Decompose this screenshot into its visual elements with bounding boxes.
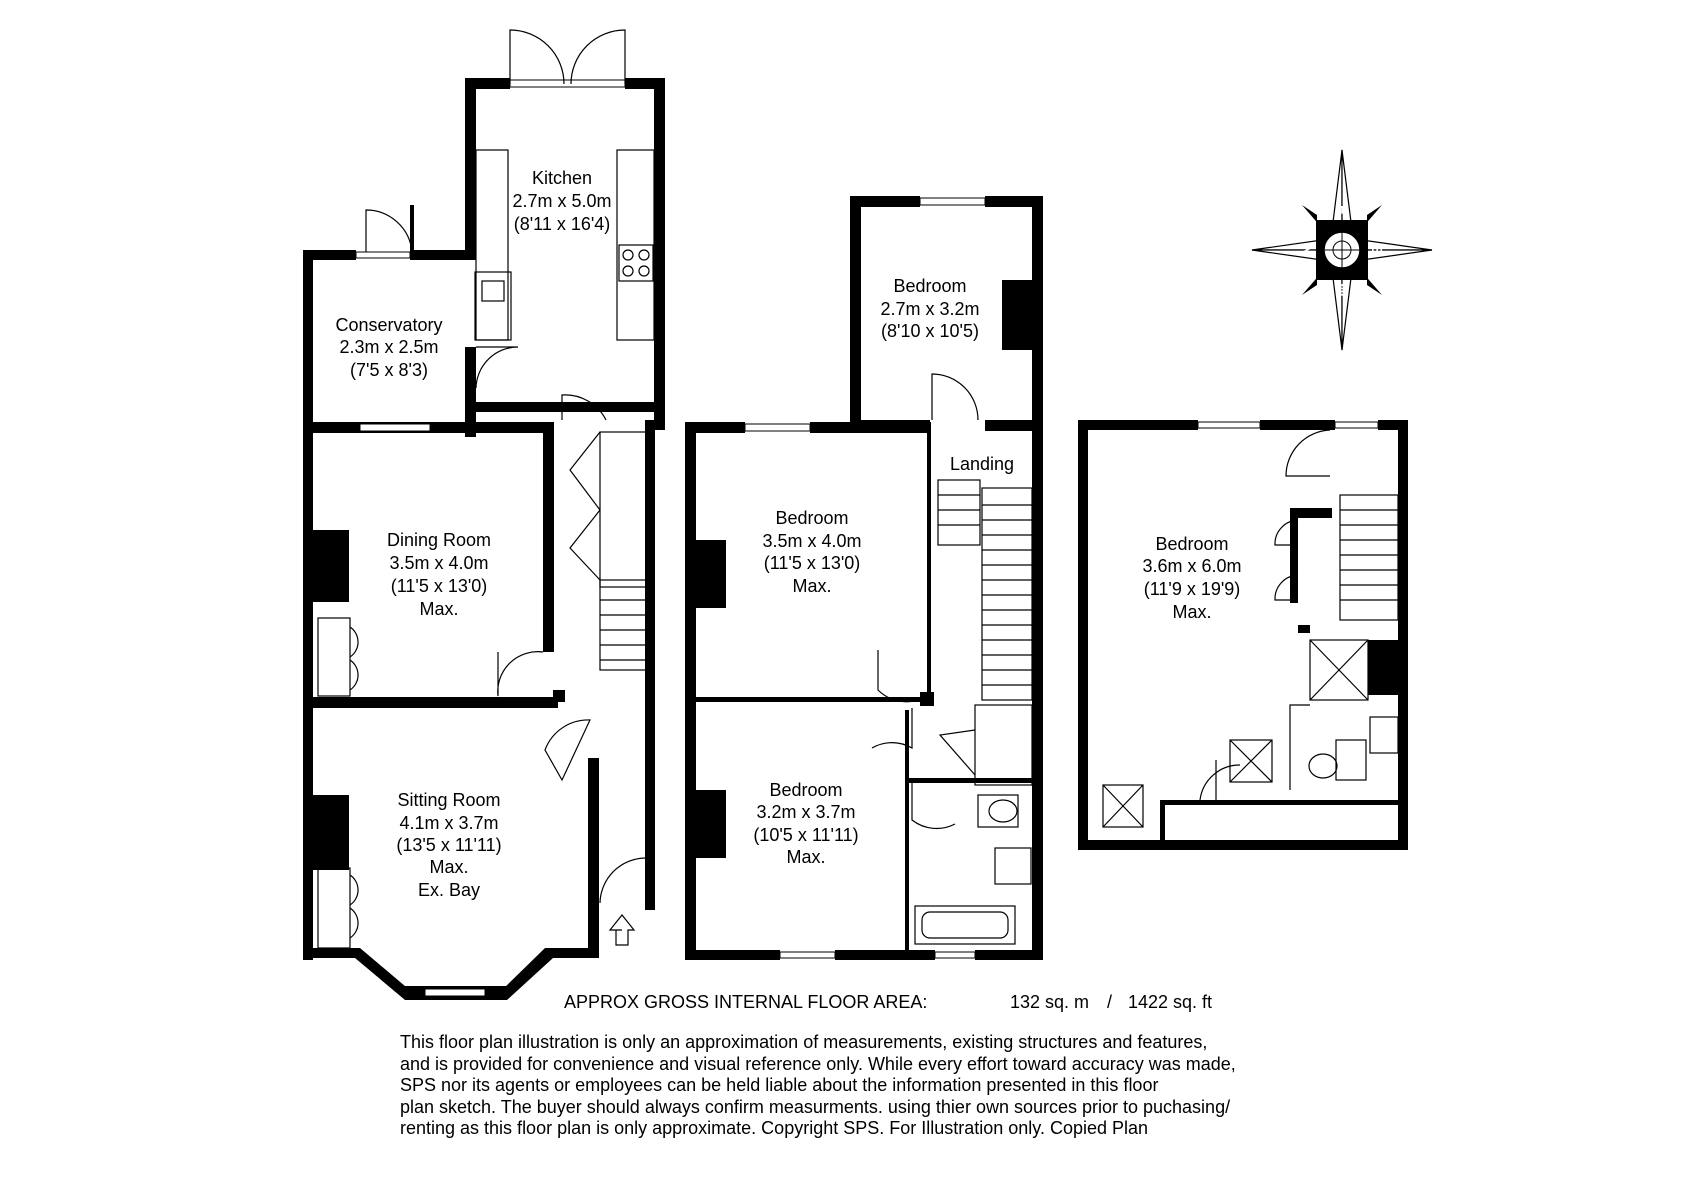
bedroom-lower-chimney — [696, 790, 726, 858]
floor-area-metric: 132 sq. m — [1010, 992, 1090, 1012]
bedroom-lower-note: Max. — [786, 847, 826, 867]
conservatory-metric: 2.3m x 2.5m — [339, 337, 439, 357]
floor-area-label: APPROX GROSS INTERNAL FLOOR AREA: — [564, 992, 928, 1012]
compass-e: E — [1333, 204, 1350, 216]
bedroom-lower-metric: 3.2m x 3.7m — [756, 802, 856, 822]
compass-s: S — [1368, 244, 1385, 256]
first-floor — [685, 196, 1043, 960]
bedroom-small-metric: 2.7m x 3.2m — [880, 299, 980, 319]
loft-floor — [1078, 420, 1408, 850]
kitchen-french-door — [510, 80, 625, 87]
bedroom-upper-imperial: (11'5 x 13'0) — [763, 553, 861, 573]
compass-n: N — [1298, 244, 1315, 256]
compass-rose-icon — [1252, 150, 1432, 350]
conservatory-imperial: (7'5 x 8'3) — [350, 360, 428, 380]
bedroom-upper-chimney — [696, 540, 726, 608]
entrance-arrow-icon — [610, 915, 634, 945]
dining-imperial: (11'5 x 13'0) — [390, 576, 488, 596]
bedroom-upper-note: Max. — [792, 576, 832, 596]
dining-note: Max. — [419, 599, 459, 619]
bedroom-lower-name: Bedroom — [769, 780, 843, 800]
loft-basin-icon — [1370, 717, 1398, 753]
conservatory-name: Conservatory — [335, 315, 443, 335]
bedroom-loft-metric: 3.6m x 6.0m — [1142, 556, 1242, 576]
sitting-metric: 4.1m x 3.7m — [399, 813, 499, 833]
floor-area-imperial: 1422 sq. ft — [1128, 992, 1213, 1012]
ground-stairs — [600, 580, 652, 670]
sitting-name: Sitting Room — [397, 790, 501, 810]
sitting-fireplace — [313, 795, 349, 870]
toilet-icon — [978, 795, 1018, 827]
loft-toilet-icon — [1336, 740, 1366, 780]
kitchen-sink — [475, 272, 511, 340]
bedroom-upper-name: Bedroom — [775, 508, 849, 528]
landing-name: Landing — [949, 454, 1015, 474]
bedroom-lower-imperial: (10'5 x 11'11) — [753, 825, 859, 845]
disclaimer-line: and is provided for convenience and visual reference only. While every effort toward accuracy was made, — [400, 1053, 1236, 1074]
small-bed-chimney — [1002, 280, 1032, 350]
compass-w: W — [1333, 282, 1350, 298]
bedroom-loft-imperial: (11'9 x 19'9) — [1143, 579, 1241, 599]
basin-icon — [995, 848, 1031, 884]
dining-name: Dining Room — [386, 530, 492, 550]
floor-area-separator: / — [1107, 992, 1113, 1012]
disclaimer-line: plan sketch. The buyer should always confirm measurments. using thier own sources prior to puchasing/ — [400, 1096, 1231, 1117]
sitting-note2: Ex. Bay — [417, 880, 481, 900]
bedroom-small-name: Bedroom — [893, 276, 967, 296]
disclaimer-line: renting as this floor plan is only approximate. Copyright SPS. For Illustration only. Copied Plan — [400, 1118, 1149, 1138]
bedroom-loft-note: Max. — [1172, 602, 1212, 622]
bedroom-upper-metric: 3.5m x 4.0m — [762, 531, 862, 551]
sitting-imperial: (13'5 x 11'11) — [396, 835, 502, 855]
dining-metric: 3.5m x 4.0m — [389, 553, 489, 573]
kitchen-name: Kitchen — [531, 168, 593, 188]
disclaimer-line: SPS nor its agents or employees can be held liable about the information presented in this floor — [400, 1075, 1159, 1095]
loft-stairs — [1340, 495, 1398, 620]
disclaimer-line: This floor plan illustration is only an approximation of measurements, existing structures and features, — [400, 1032, 1208, 1052]
bedroom-small-imperial: (8'10 x 10'5) — [881, 321, 979, 341]
bedroom-loft-name: Bedroom — [1155, 534, 1229, 554]
disclaimer — [400, 1032, 1410, 1140]
kitchen-metric: 2.7m x 5.0m — [512, 191, 612, 211]
sitting-note: Max. — [429, 857, 469, 877]
kitchen-hob — [619, 245, 653, 281]
kitchen-imperial: (8'11 x 16'4) — [513, 214, 611, 234]
dining-fireplace — [313, 530, 349, 602]
